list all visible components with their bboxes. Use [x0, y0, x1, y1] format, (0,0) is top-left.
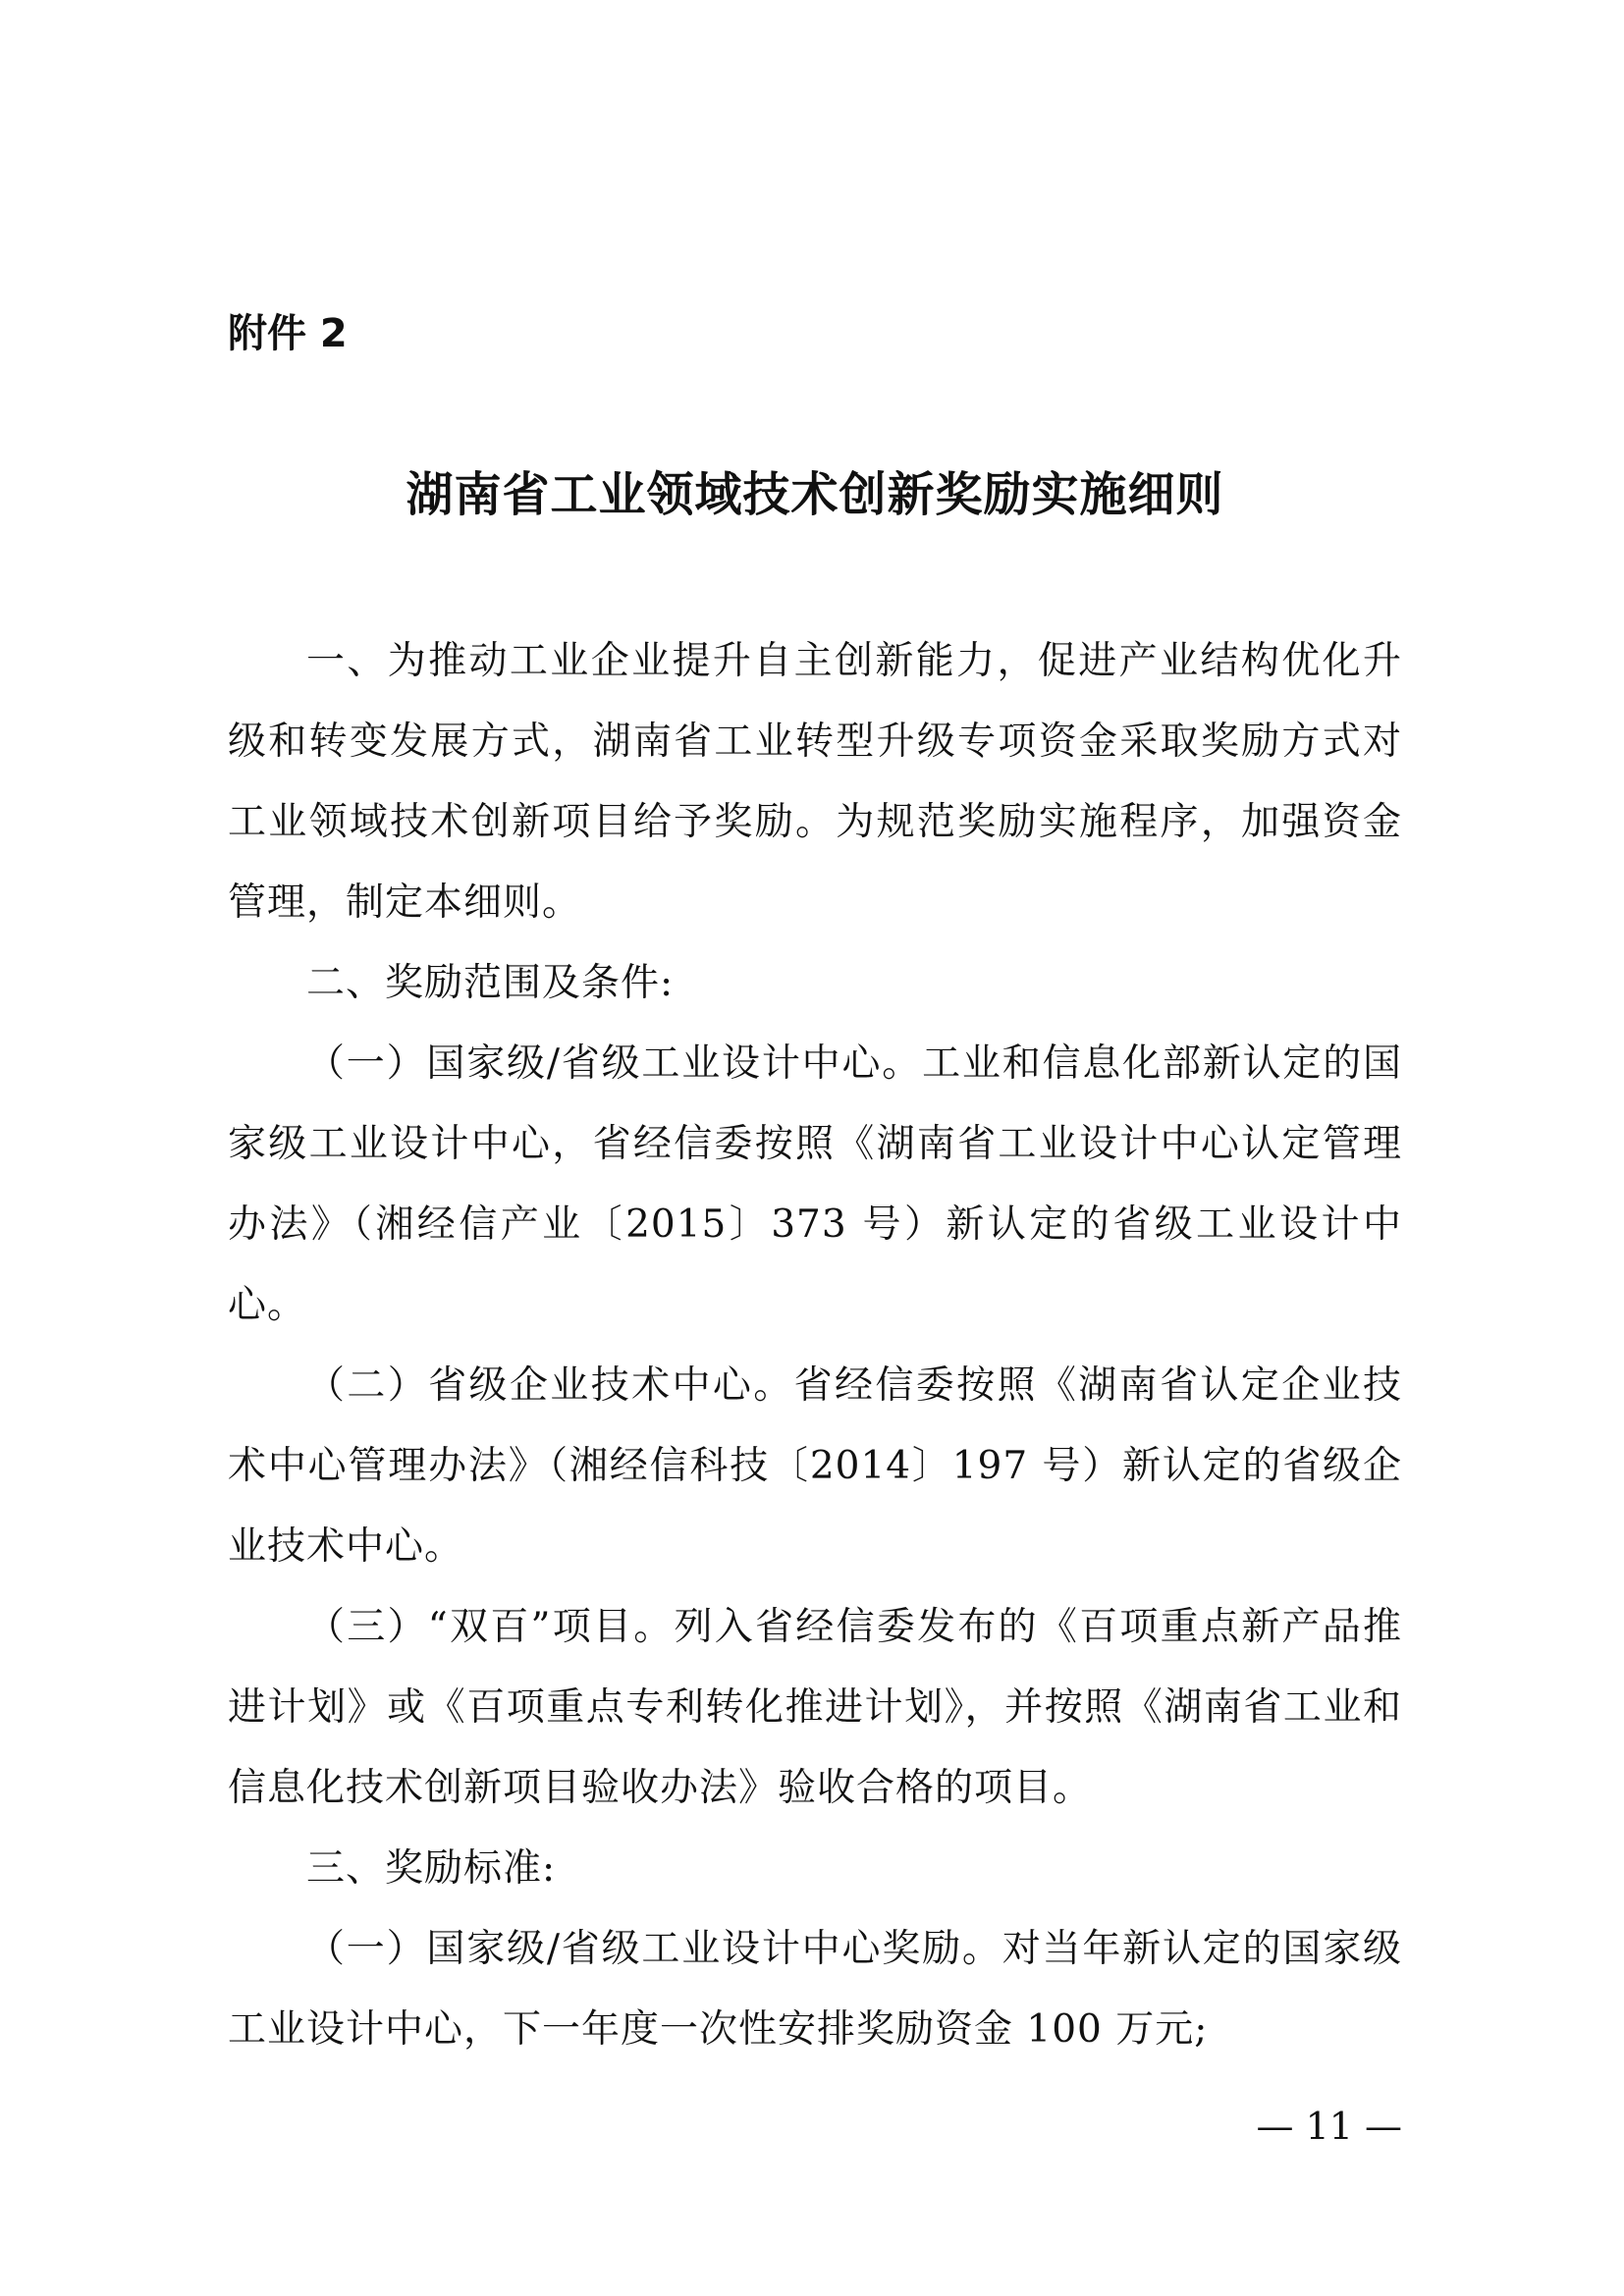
paragraph-tech-center: （二）省级企业技术中心。省经信委按照《湖南省认定企业技术中心管理办法》（湘经信科技〔2014〕197 号）新认定的省级企业技术中心。 — [228, 1363, 1402, 1569]
document-title: 湖南省工业领域技术创新奖励实施细则 — [406, 467, 1224, 522]
paragraph-purpose: 一、为推动工业企业提升自主创新能力，促进产业结构优化升级和转变发展方式，湖南省工业转型升级专项资金采取奖励方式对工业领域技术创新项目给予奖励。为规范奖励实施程序，加强资金管理，制定本细则。 — [228, 639, 1402, 925]
paragraph-design-center-award: （一）国家级/省级工业设计中心奖励。对当年新认定的国家级工业设计中心，下一年度一次性安排奖励资金 100 万元; — [228, 1927, 1402, 2052]
paragraph-double-hundred: （三）“双百”项目。列入省经信委发布的《百项重点新产品推进计划》或《百项重点专利转化推进计划》，并按照《湖南省工业和信息化技术创新项目验收办法》验收合格的项目。 — [228, 1605, 1402, 1810]
paragraph-standard-heading: 三、奖励标准: — [306, 1846, 557, 1891]
paragraph-design-center: （一）国家级/省级工业设计中心。工业和信息化部新认定的国家级工业设计中心，省经信委按照《湖南省工业设计中心认定管理办法》（湘经信产业〔2015〕373 号）新认定的省级工业设计中心。 — [228, 1041, 1402, 1327]
page-number: — 11 — — [1256, 2105, 1402, 2148]
document-body — [228, 621, 1402, 2070]
attachment-label: 附件 2 — [228, 311, 348, 356]
paragraph-scope-heading: 二、奖励范围及条件: — [306, 961, 675, 1005]
